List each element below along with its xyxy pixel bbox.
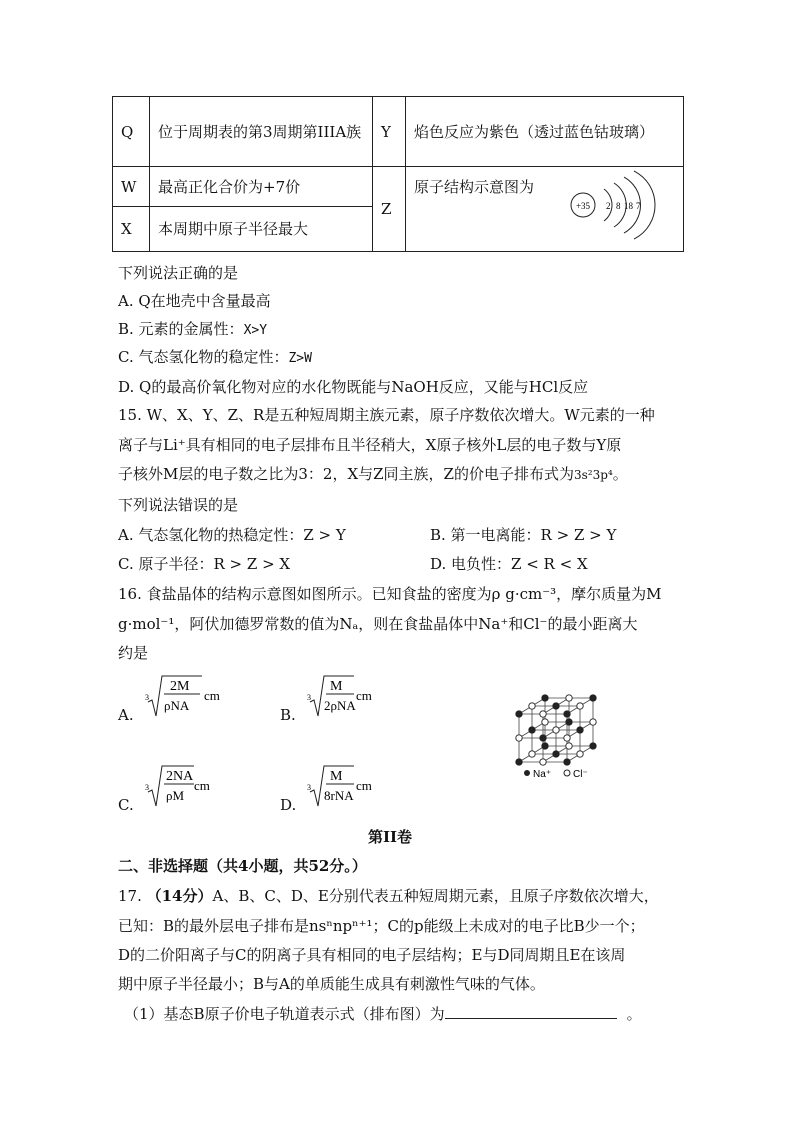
root-index: 3	[145, 783, 149, 792]
nucleus-charge: +35	[575, 201, 591, 211]
na-ion	[516, 759, 522, 765]
q16-line-1: 16. 食盐晶体的结构示意图如图所示。已知食盐的密度为ρ g·cm⁻³，摩尔质量为M	[118, 585, 662, 603]
row-y-label: Y	[373, 97, 406, 167]
denominator: ρNA	[164, 698, 190, 713]
row-y-desc: 焰色反应为紫色（透过蓝色钴玻璃）	[406, 97, 684, 167]
q17-line-1: 17. （14分）A、B、C、D、E分别代表五种短周期元素，且原子序数依次增大，	[118, 887, 659, 905]
row-w-desc: 最高正化合价为+7价	[150, 167, 373, 207]
q16-option-a-label: A.	[118, 706, 134, 724]
na-ion	[553, 751, 559, 757]
numerator: 2M	[170, 679, 190, 694]
q16-option-d-formula	[304, 760, 424, 812]
q14-option-a: A. Q在地壳中含量最高	[118, 292, 271, 310]
cl-ion	[566, 695, 572, 701]
legend-cl-marker	[564, 770, 570, 776]
q17-line-3: D的二价阳离子与C的阴离子具有相同的电子层结构；E与D同周期且E在该周	[118, 946, 626, 964]
atomic-structure-diagram	[566, 167, 666, 243]
cl-ion	[553, 727, 559, 733]
q15-option-c: C. 原子半径：R > Z > X	[118, 555, 291, 573]
q15-stem: 下列说法错误的是	[118, 496, 239, 514]
cl-ion	[577, 751, 583, 757]
q16-option-a-formula	[142, 670, 262, 722]
row-x-label: X	[113, 207, 150, 252]
part-ii-title: 第II卷	[368, 828, 413, 846]
row-x-desc: 本周期中原子半径最大	[150, 207, 373, 252]
cl-ion	[529, 751, 535, 757]
q16-option-d-label: D.	[280, 796, 297, 814]
q17-line-2: 已知：B的最外层电子排布是nsⁿnpⁿ⁺¹；C的p能级上未成对的电子比B少一个；	[118, 917, 645, 935]
unit: cm	[194, 778, 210, 793]
cl-ion	[516, 735, 522, 741]
shell-3-count: 18	[624, 201, 633, 211]
q16-line-2: g·mol⁻¹，阿伏加德罗常数的值为Nₐ，则在食盐晶体中Na⁺和Cl⁻的最小距离大	[118, 615, 638, 633]
answer-blank[interactable]	[445, 1004, 617, 1019]
q14-option-c: C. 气态氢化物的稳定性：Z>W	[118, 348, 312, 366]
na-ion	[590, 695, 596, 701]
legend-cl-label: Cl⁻	[573, 769, 588, 780]
shell-1-count: 2	[606, 201, 611, 211]
unit: cm	[356, 688, 372, 703]
root-index: 3	[307, 693, 311, 702]
denominator: 2ρNA	[324, 698, 356, 713]
numerator: M	[330, 679, 343, 694]
denominator: 8rNA	[324, 788, 354, 803]
root-index: 3	[145, 693, 149, 702]
na-ion	[553, 703, 559, 709]
na-ion	[566, 719, 572, 725]
cl-ion	[564, 735, 570, 741]
na-ion	[542, 743, 548, 749]
row-w-label: W	[113, 167, 150, 207]
q16-option-c-formula	[142, 760, 262, 812]
q15-option-a: A. 气态氢化物的热稳定性：Z > Y	[118, 526, 346, 544]
na-ion	[516, 711, 522, 717]
cl-ion	[566, 743, 572, 749]
q16-option-b-formula	[304, 670, 424, 722]
denominator: ρM	[166, 788, 185, 803]
na-ion	[564, 759, 570, 765]
q15-line-2: 离子与Li⁺具有相同的电子层排布且半径稍大，X原子核外L层的电子数与Y原	[118, 436, 622, 454]
shell-2-count: 8	[616, 201, 621, 211]
nacl-crystal-diagram	[505, 676, 625, 786]
q16-option-b-label: B.	[280, 706, 296, 724]
na-ion	[542, 695, 548, 701]
cl-ion	[540, 711, 546, 717]
legend-na-label: Na⁺	[533, 769, 552, 780]
shell-4-count: 7	[636, 201, 641, 211]
cl-ion	[540, 759, 546, 765]
na-ion	[529, 727, 535, 733]
q15-option-d: D. 电负性：Z < R < X	[430, 555, 588, 573]
na-ion	[564, 711, 570, 717]
row-q-label: Q	[113, 97, 150, 167]
q15-line-1: 15. W、X、Y、Z、R是五种短周期主族元素，原子序数依次增大。W元素的一种	[118, 406, 655, 424]
q14-option-b: B. 元素的金属性：X>Y	[118, 320, 268, 338]
unit: cm	[204, 688, 220, 703]
q15-option-b: B. 第一电离能：R > Z > Y	[430, 526, 617, 544]
non-choice-heading: 二、非选择题（共4小题，共52分。）	[118, 857, 367, 875]
q17-line-4: 期中原子半径最小；B与A的单质能生成具有刺激性气味的气体。	[118, 975, 545, 993]
na-ion	[540, 735, 546, 741]
row-z-desc: 原子结构示意图为	[414, 178, 535, 196]
cl-ion	[577, 703, 583, 709]
legend-na-marker	[524, 770, 530, 776]
q14-stem: 下列说法正确的是	[118, 264, 239, 282]
unit: cm	[356, 778, 372, 793]
row-z-label: Z	[373, 167, 406, 252]
cl-ion	[529, 703, 535, 709]
numerator: M	[330, 769, 343, 784]
na-ion	[590, 743, 596, 749]
row-z-cell	[406, 167, 684, 252]
q14-option-d: D. Q的最高价氧化物对应的水化物既能与NaOH反应，又能与HCl反应	[118, 378, 589, 396]
element-info-table	[112, 96, 684, 252]
q17-sub-1: （1）基态B原子价电子轨道表示式（排布图）为 。	[124, 1005, 642, 1023]
lattice-structure	[516, 695, 596, 765]
na-ion	[577, 727, 583, 733]
cl-ion	[542, 719, 548, 725]
root-index: 3	[307, 783, 311, 792]
q15-line-3: 子核外M层的电子数之比为3：2，X与Z同主族，Z的价电子排布式为3s²3p⁴。	[118, 465, 628, 483]
row-q-desc: 位于周期表的第3周期第IIIA族	[150, 97, 373, 167]
numerator: 2NA	[166, 769, 194, 784]
q16-option-c-label: C.	[118, 796, 134, 814]
q16-line-3: 约是	[118, 644, 149, 662]
cl-ion	[590, 719, 596, 725]
